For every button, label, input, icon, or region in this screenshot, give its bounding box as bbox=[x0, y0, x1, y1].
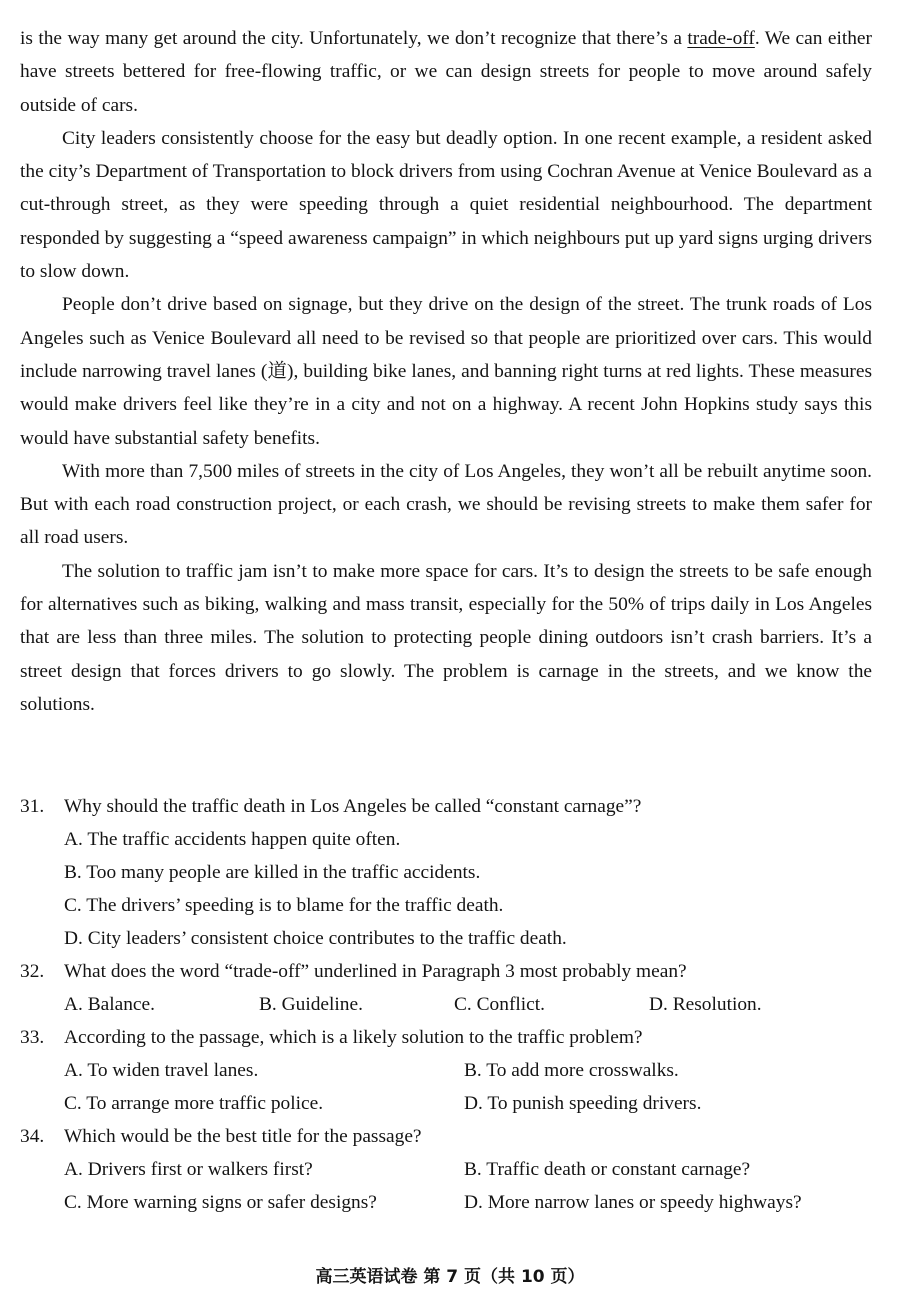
option-34-d: D. More narrow lanes or speedy highways? bbox=[464, 1192, 802, 1213]
option-34-a: A. Drivers first or walkers first? bbox=[64, 1159, 313, 1180]
options-34 bbox=[20, 1153, 880, 1219]
question-text: According to the passage, which is a likely solution to the traffic problem? bbox=[64, 1027, 643, 1048]
paragraph-5: The solution to traffic jam isn’t to make more space for cars. It’s to design the streets to be safe enough for alternatives such as biking, walking and mass transit, especially for the 50% of trips daily in Los Angeles that are less than three miles. The solution to protecting people dining outdoors isn’t crash barriers. It’s a street design that forces drivers to go slowly. The problem is carnage in the streets, and we know the solutions. bbox=[20, 560, 872, 715]
option-31-c: C. The drivers’ speeding is to blame for the traffic death. bbox=[64, 895, 504, 916]
question-text: What does the word “trade-off” underlined in Paragraph 3 most probably mean? bbox=[64, 961, 687, 982]
question-text: Which would be the best title for the passage? bbox=[64, 1126, 422, 1147]
paragraph-3: People don’t drive based on signage, but they drive on the design of the street. The trunk roads of Los Angeles such as Venice Boulevard all need to be revised so that people are prioritized over cars. This would include narrowing travel lanes (道), building bike lanes, and banning right turns at red lights. These measures would make drivers feel like they’re in a city and not on a highway. A recent John Hopkins study says this would have substantial safety benefits. bbox=[20, 294, 872, 449]
question-33 bbox=[20, 1021, 880, 1054]
option-33-d: D. To punish speeding drivers. bbox=[464, 1093, 702, 1114]
option-31-a: A. The traffic accidents happen quite often. bbox=[64, 829, 401, 850]
page-footer: 高三英语试卷 第 7 页（共 10 页） bbox=[315, 1267, 585, 1287]
options-32 bbox=[20, 988, 880, 1021]
question-list bbox=[20, 790, 880, 1219]
option-32-c: C. Conflict. bbox=[454, 994, 546, 1015]
paragraph-4: With more than 7,500 miles of streets in the city of Los Angeles, they won’t all be rebuilt anytime soon. But with each road construction project, or each crash, we should be revising streets to make them safer for all road users. bbox=[20, 460, 872, 549]
question-number: 34. bbox=[20, 1126, 45, 1147]
option-32-b: B. Guideline. bbox=[259, 994, 363, 1015]
option-31-d: D. City leaders’ consistent choice contributes to the traffic death. bbox=[64, 928, 567, 949]
option-34-b: B. Traffic death or constant carnage? bbox=[464, 1159, 751, 1180]
reading-passage bbox=[20, 22, 872, 721]
question-number: 32. bbox=[20, 961, 45, 982]
option-33-b: B. To add more crosswalks. bbox=[464, 1060, 679, 1081]
option-34-c: C. More warning signs or safer designs? bbox=[64, 1192, 377, 1213]
paragraph-2: City leaders consistently choose for the easy but deadly option. In one recent example, a resident asked the city’s Department of Transportation to block drivers from using Cochran Avenue at Venice Boulevard as a cut-through street, as they were speeding through a quiet residential neighbourhood. The department responded by suggesting a “speed awareness campaign” in which neighbours put up yard signs urging drivers to slow down. bbox=[20, 127, 872, 283]
paragraph-1-text-a: is the way many get around the city. Unfortunately, we don’t recognize that there’s a bbox=[20, 28, 688, 49]
question-31 bbox=[20, 790, 880, 823]
option-32-d: D. Resolution. bbox=[649, 994, 762, 1015]
option-31-b: B. Too many people are killed in the traffic accidents. bbox=[64, 862, 481, 883]
option-33-a: A. To widen travel lanes. bbox=[64, 1060, 259, 1081]
paragraph-1-text-b: . We can either have streets bettered for free-flowing traffic, or we can design streets for people to move around safely outside of cars. bbox=[20, 28, 872, 116]
option-32-a: A. Balance. bbox=[64, 994, 155, 1015]
paragraph-1 bbox=[20, 22, 872, 122]
question-number: 31. bbox=[20, 796, 45, 817]
underlined-word-trade-off: trade-off bbox=[687, 28, 755, 49]
option-33-c: C. To arrange more traffic police. bbox=[64, 1093, 324, 1114]
question-text: Why should the traffic death in Los Angeles be called “constant carnage”? bbox=[64, 796, 642, 817]
question-number: 33. bbox=[20, 1027, 45, 1048]
question-34 bbox=[20, 1120, 880, 1153]
options-31 bbox=[20, 823, 880, 955]
options-33 bbox=[20, 1054, 880, 1120]
question-32 bbox=[20, 955, 880, 988]
